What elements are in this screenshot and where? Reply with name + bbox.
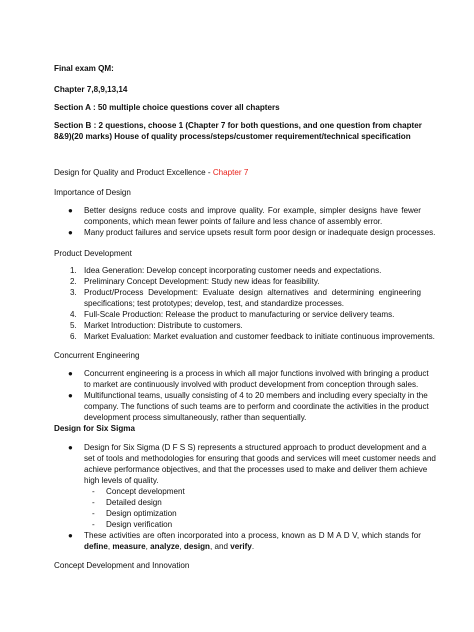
dmadv-design: design: [183, 542, 210, 551]
dmadv-analyze: analyze: [150, 542, 180, 551]
bullet-icon: ●: [68, 531, 73, 540]
list-number: 1.: [70, 266, 77, 275]
dash-icon: -: [92, 520, 95, 529]
section-b-line1: Section B : 2 questions, choose 1 (Chapter 7 for both questions, and one question from chapter: [54, 121, 422, 130]
chapter-heading-text: Design for Quality and Product Excellence -: [54, 168, 213, 177]
concurrent-bullet2-line3: development process simultaneously, rather than sequentially.: [84, 413, 307, 422]
dmadv-verify: verify: [230, 542, 252, 551]
chapter-list: Chapter 7,8,9,13,14: [54, 85, 128, 94]
bullet-icon: ●: [68, 391, 73, 400]
product-dev-item3-line2: specifications; test prototypes; develop, test, and standardize processes.: [84, 299, 345, 308]
six-sigma-sub4: Design verification: [106, 520, 173, 529]
product-dev-item6: Market Evaluation: Market evaluation and customer feedback to initiate continuous improvements.: [84, 332, 435, 341]
importance-heading: Importance of Design: [54, 188, 131, 197]
concurrent-bullet1-line2: to market are continuously involved with product development from conception through sales.: [84, 380, 419, 389]
chapter-heading: [54, 167, 248, 178]
section-a-text: Section A : 50 multiple choice questions cover all chapters: [54, 103, 280, 112]
list-number: 2.: [70, 277, 77, 286]
six-sigma-sub3: Design optimization: [106, 509, 177, 518]
separator: ,: [107, 542, 113, 551]
dmadv-measure: measure: [112, 542, 146, 551]
importance-bullet1-line1: Better designs reduce costs and improve quality. For example, simpler designs have fewer: [84, 206, 421, 215]
concurrent-heading: Concurrent Engineering: [54, 351, 140, 360]
product-dev-item3-line1: Product/Process Development: Evaluate design alternatives and determining engineering: [84, 288, 421, 297]
exam-title: Final exam QM:: [54, 64, 114, 73]
six-sigma-sub1: Concept development: [106, 487, 185, 496]
six-sigma-bullet2-line1: These activities are often incorporated into a process, known as D M A D V, which stands for: [84, 531, 421, 540]
dmadv-define: define: [84, 542, 108, 551]
six-sigma-bullet1-line3: achieve performance objectives, and that the processes used to make and deliver them achieve: [84, 465, 428, 474]
importance-bullet2-line1: Many product failures and service upsets result form poor design or inadequate design processes.: [84, 228, 436, 237]
product-dev-item4: Full-Scale Production: Release the product to manufacturing or service delivery teams.: [84, 310, 395, 319]
importance-bullet1-line2: components, which mean fewer points of failure and less chance of assembly error.: [84, 217, 383, 226]
product-dev-item5: Market Introduction: Distribute to customers.: [84, 321, 243, 330]
chapter-heading-number: Chapter 7: [212, 168, 249, 177]
six-sigma-sub2: Detailed design: [106, 498, 162, 507]
concept-dev-heading: Concept Development and Innovation: [54, 561, 190, 570]
section-b-line2: 8&9)(20 marks) House of quality process/steps/customer requirement/technical specification: [54, 132, 411, 141]
concurrent-bullet2-line2: company. The functions of such teams are to perform and coordinate the activities in the product: [84, 402, 429, 411]
bullet-icon: ●: [68, 228, 73, 237]
dash-icon: -: [92, 498, 95, 507]
separator: ,: [145, 542, 151, 551]
six-sigma-bullet1-line1: Design for Six Sigma (D F S S) represents a structured approach to product development and a: [84, 443, 427, 452]
bullet-icon: ●: [68, 369, 73, 378]
product-dev-item2: Preliminary Concept Development: Study new ideas for feasibility.: [84, 277, 320, 286]
concurrent-bullet1-line1: Concurrent engineering is a process in which all major functions involved with bringing a product: [84, 369, 429, 378]
period: .: [251, 542, 255, 551]
separator: , and: [209, 542, 231, 551]
product-dev-heading: Product Development: [54, 249, 132, 258]
separator: ,: [179, 542, 184, 551]
bullet-icon: ●: [68, 206, 73, 215]
dash-icon: -: [92, 487, 95, 496]
six-sigma-heading: Design for Six Sigma: [54, 424, 135, 433]
six-sigma-bullet1-line4: high levels of quality.: [84, 476, 159, 485]
concurrent-bullet2-line1: Multifunctional teams, usually consisting of 4 to 20 members and including every specialty in the: [84, 391, 428, 400]
six-sigma-bullet1-line2: set of tools and methodologies for ensuring that goods and services will meet customer needs and: [84, 454, 436, 463]
list-number: 4.: [70, 310, 77, 319]
product-dev-item1: Idea Generation: Develop concept incorporating customer needs and expectations.: [84, 266, 382, 275]
six-sigma-bullet2-line2: [84, 541, 254, 552]
list-number: 3.: [70, 288, 77, 297]
list-number: 5.: [70, 321, 77, 330]
list-number: 6.: [70, 332, 77, 341]
bullet-icon: ●: [68, 443, 73, 452]
dash-icon: -: [92, 509, 95, 518]
